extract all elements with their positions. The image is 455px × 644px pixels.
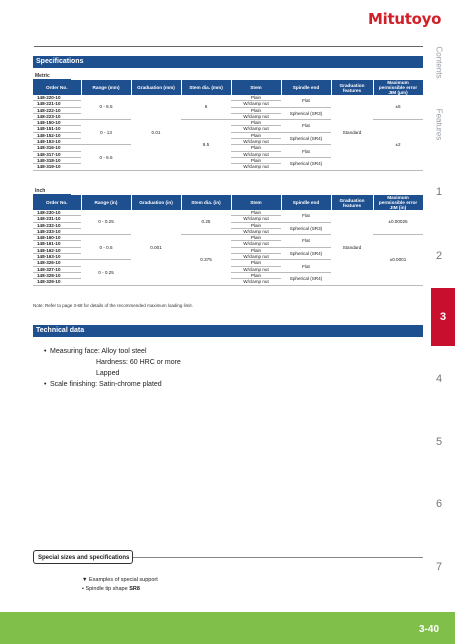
table-row: 148-160-10 0 - 0.5 0.375 Plain Flat ±0.0001 bbox=[33, 235, 423, 241]
table-row: 148-326-10 0 - 0.25 Plain Flat bbox=[33, 260, 423, 266]
side-tab-1[interactable]: 1 bbox=[435, 186, 443, 198]
side-tab-contents[interactable]: Contents bbox=[434, 46, 444, 79]
table-row: 148-231-10 W/clamp nut bbox=[33, 216, 423, 222]
col-stem-dia: Stem dia. (in) bbox=[181, 195, 231, 210]
side-tab-5[interactable]: 5 bbox=[435, 436, 443, 448]
table-row: 148-232-10 Plain Spherical (SR3) bbox=[33, 222, 423, 228]
technical-data-list bbox=[44, 346, 181, 390]
col-spindle-end: Spindle end bbox=[281, 195, 331, 210]
special-sizes-title: Special sizes and specifications bbox=[33, 550, 133, 564]
col-range: Range (mm) bbox=[81, 80, 131, 95]
technical-data-header: Technical data bbox=[33, 325, 423, 337]
table-row: 148-223-10 W/clamp nut bbox=[33, 113, 423, 119]
page-number: 3-40 bbox=[418, 624, 439, 635]
table-row: 148-327-10 W/clamp nut bbox=[33, 266, 423, 272]
tech-item: Lapped bbox=[96, 370, 120, 377]
table-row: 148-319-10 W/clamp nut bbox=[33, 164, 423, 170]
side-tab-4[interactable]: 4 bbox=[435, 373, 443, 385]
footer-bar bbox=[0, 612, 455, 644]
table-row: 148-318-10 Plain Spherical (SR4) bbox=[33, 157, 423, 163]
col-spindle-end: Spindle end bbox=[281, 80, 331, 95]
table-row: 148-222-10 Plain Spherical (SR3) bbox=[33, 107, 423, 113]
table-row: 148-150-10 0 - 13 9.5 Plain Flat ±2 bbox=[33, 120, 423, 126]
tech-item: • Measuring face: Alloy tool steel bbox=[44, 348, 147, 355]
table-row: 148-161-10 W/clamp nut bbox=[33, 241, 423, 247]
side-nav bbox=[423, 0, 455, 644]
brand-logo: Mitutoyo bbox=[368, 10, 442, 28]
side-tab-2[interactable]: 2 bbox=[435, 250, 443, 262]
col-stem: Stem bbox=[231, 195, 281, 210]
col-graduation: Graduation (mm) bbox=[131, 80, 181, 95]
table-row: 148-162-10 Plain Spherical (SR4) bbox=[33, 247, 423, 253]
col-max-error: Maximum permissible error JIM (in) bbox=[373, 195, 423, 210]
side-tab-features[interactable]: Features bbox=[434, 108, 444, 141]
tech-item: • Scale finishing: Satin-chrome plated bbox=[44, 381, 162, 388]
col-max-error: Maximum permissible error JIM (μm) bbox=[373, 80, 423, 95]
table-row: 148-329-10 W/clamp nut bbox=[33, 279, 423, 285]
special-divider bbox=[133, 557, 423, 558]
spec-note: Note: Refer to page 3-68 for details of the recommended maximum loading limit. bbox=[33, 303, 193, 308]
col-order-no: Order No. bbox=[33, 80, 81, 95]
metric-label: Metric bbox=[33, 73, 71, 80]
specifications-header: Specifications bbox=[33, 56, 423, 68]
inch-spec-table bbox=[33, 195, 424, 286]
table-row: 148-233-10 W/clamp nut bbox=[33, 228, 423, 234]
table-row: 148-317-10 W/clamp nut bbox=[33, 151, 423, 157]
col-graduation-features: Graduation features bbox=[331, 195, 373, 210]
col-range: Range (in) bbox=[81, 195, 131, 210]
table-row: 148-316-10 0 - 6.5 Plain Flat bbox=[33, 145, 423, 151]
table-row: 148-152-10 Plain Spherical (SR4) bbox=[33, 132, 423, 138]
table-row: 148-230-10 0 - 0.25 0.001 0.25 Plain Flat Standard ±0.00025 bbox=[33, 210, 423, 216]
table-row: 148-328-10 Plain Spherical (SR4) bbox=[33, 272, 423, 278]
table-row: 148-221-10 W/clamp nut bbox=[33, 101, 423, 107]
tech-item: Hardness: 60 HRC or more bbox=[96, 359, 181, 366]
special-examples: ▼ Examples of special support • Spindle tip shape SR8 bbox=[82, 577, 158, 592]
col-stem-dia: Stem dia. (mm) bbox=[181, 80, 231, 95]
side-tab-6[interactable]: 6 bbox=[435, 498, 443, 510]
side-tab-7[interactable]: 7 bbox=[435, 561, 443, 573]
col-order-no: Order No. bbox=[33, 195, 81, 210]
table-row: 148-163-10 W/clamp nut bbox=[33, 254, 423, 260]
inch-label: Inch bbox=[33, 188, 71, 195]
metric-spec-table bbox=[33, 80, 424, 171]
table-row: 148-153-10 W/clamp nut bbox=[33, 139, 423, 145]
col-graduation: Graduation (in) bbox=[131, 195, 181, 210]
col-graduation-features: Graduation features bbox=[331, 80, 373, 95]
table-row: 148-220-10 0 - 6.5 0.01 6 Plain Flat Standard ±5 bbox=[33, 95, 423, 101]
side-tab-3-active[interactable]: 3 bbox=[431, 288, 455, 346]
table-row: 148-151-10 W/clamp nut bbox=[33, 126, 423, 132]
col-stem: Stem bbox=[231, 80, 281, 95]
header-rule bbox=[34, 46, 423, 47]
